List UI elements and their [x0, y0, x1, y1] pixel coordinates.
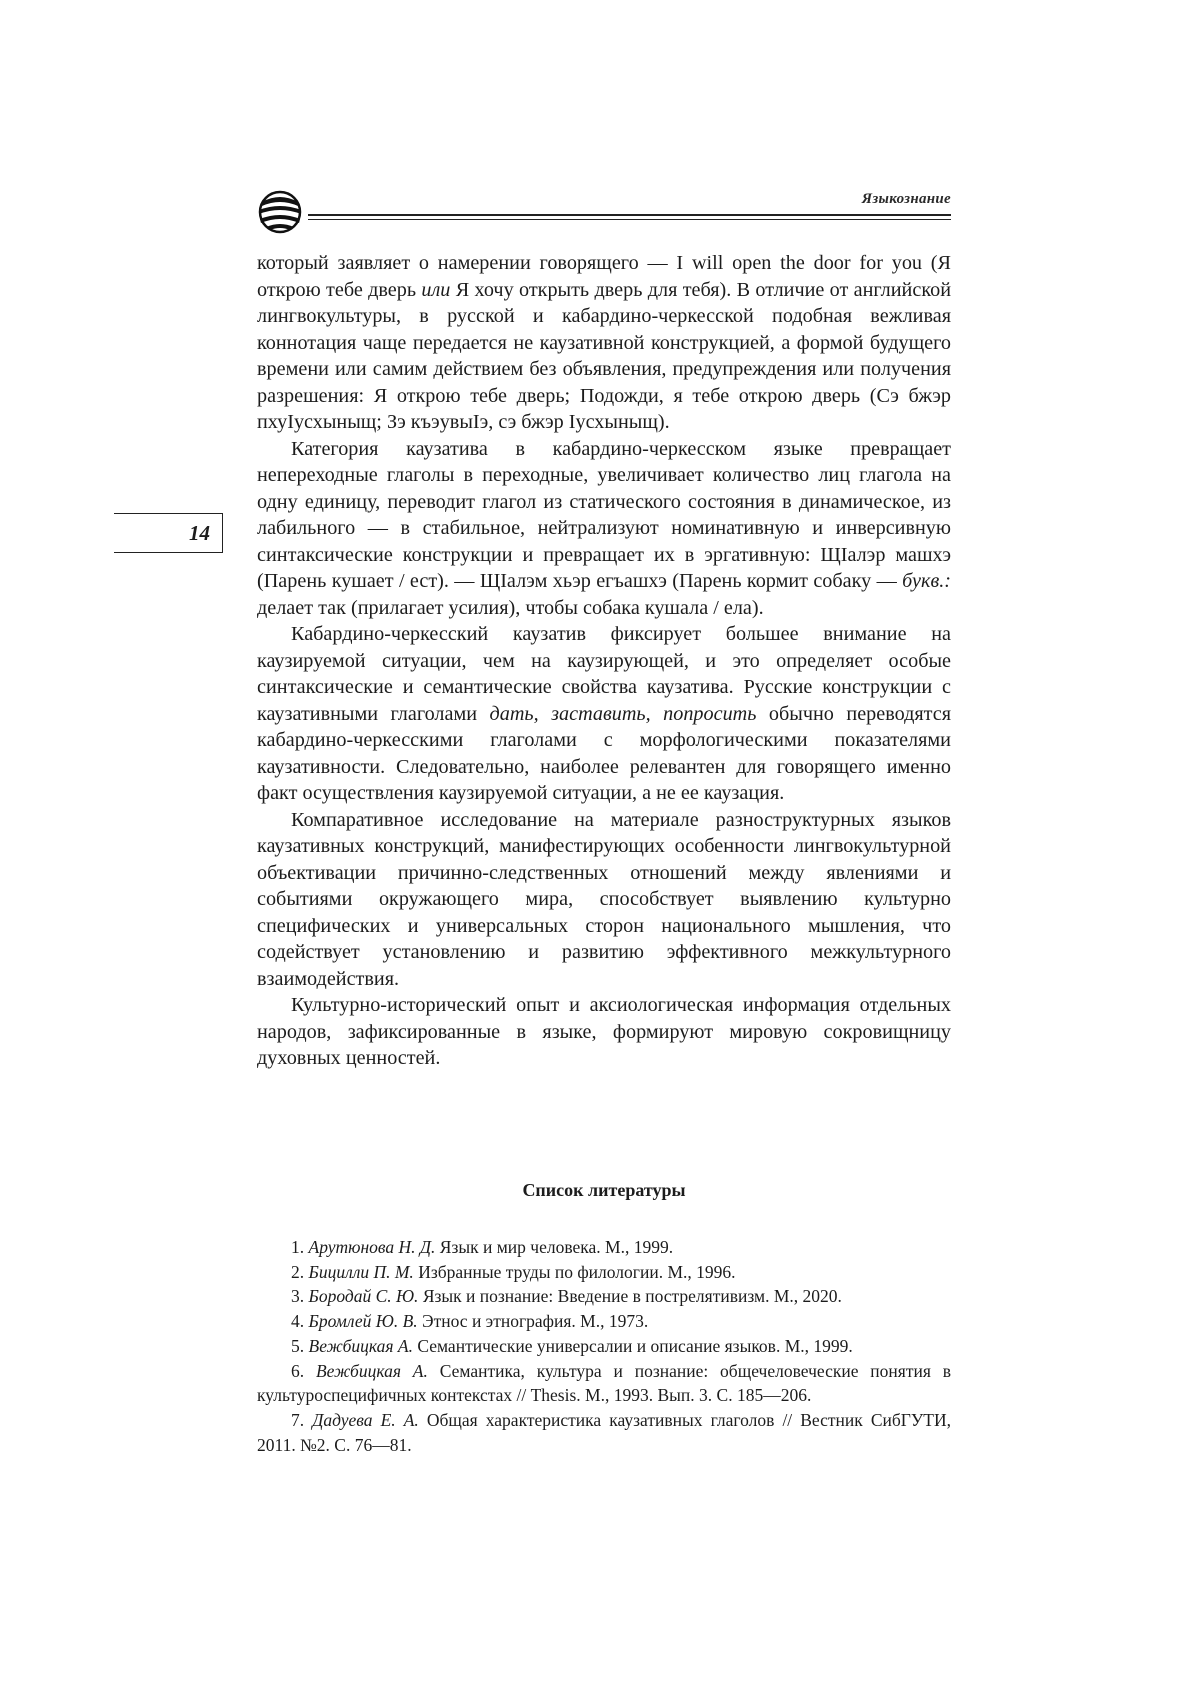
- body-paragraph: [257, 621, 951, 807]
- text-run: 1.: [291, 1237, 309, 1257]
- body-paragraph: [257, 250, 951, 436]
- text-run: делает так (прилагает усилия), чтобы собака кушала / ела).: [257, 596, 764, 619]
- body-paragraph: [257, 807, 951, 993]
- running-header: [256, 188, 951, 236]
- text-run: Кабардино-черкесский каузатив фиксирует большее внимание на каузируемой ситуации, чем на каузирующей, и это определяет особые синтаксические и семантические свойства каузатива. Русские конструкции с каузативными глаголами: [257, 623, 951, 725]
- article-body: [257, 250, 951, 1072]
- header-rule-thin: [308, 219, 951, 220]
- body-paragraph: [257, 992, 951, 1072]
- reference-item: [257, 1260, 951, 1285]
- header-rule-thick: [308, 214, 951, 216]
- text-run: 3.: [291, 1286, 309, 1307]
- italic-text: Дадуева Е. А.: [312, 1409, 419, 1430]
- reference-item: [257, 1359, 951, 1408]
- text-run: 7.: [291, 1409, 313, 1430]
- reference-item: [257, 1334, 951, 1359]
- section-title: Языкознание: [861, 191, 951, 207]
- text-run: 2.: [291, 1261, 309, 1282]
- text-run: 5.: [291, 1335, 309, 1356]
- text-run: Семантика, культура и познание: общечеловеческие понятия в культуроспецифичных контекстах // Thesis. М., 1993. Вып. 3. С. 185—206.: [257, 1360, 951, 1406]
- text-run: Общая характеристика каузативных глаголов // Вестник СибГУТИ, 2011. №2. С. 76—81.: [257, 1409, 952, 1455]
- text-run: обычно переводятся кабардино-черкесскими глаголами с морфологическими показателями каузативности. Следовательно, наиболее релевантен для говорящего именно факт осуществления каузируемой ситуации, а не ее каузация.: [257, 702, 951, 804]
- italic-text: Бромлей Ю. В.: [308, 1311, 418, 1332]
- reference-item: [257, 1235, 951, 1260]
- reference-item: [257, 1408, 951, 1457]
- reference-item: [257, 1309, 951, 1334]
- text-run: 4.: [291, 1311, 309, 1332]
- italic-text: Вежбицкая А.: [308, 1335, 413, 1356]
- text-run: Категория каузатива в кабардино-черкесском языке превращает непереходные глаголы в переходные, увеличивает количество лиц глагола на одну единицу, переводит глагол из статического состояния в динамическое, из лабильного — в стабильное, нейтрализуют номинативную и инверсивную синтаксические конструкции и превращает их в эргативную: ЩIалэр машхэ (Парень кушает / ест). — ЩIалэм хьэр егъашхэ (Парень кормит собаку —: [257, 437, 951, 592]
- italic-text: Бородай С. Ю.: [308, 1286, 419, 1307]
- text-run: Семантические универсалии и описание языков. М., 1999.: [412, 1335, 853, 1356]
- text-run: который заявляет о намерении говорящего — I will open the door for you (Я открою тебе дверь: [257, 252, 951, 301]
- page-number: 14: [189, 521, 210, 545]
- references-list: [257, 1235, 951, 1457]
- text-run: 6.: [291, 1360, 316, 1381]
- text-run: Я хочу открыть дверь для тебя). В отличие от английской лингвокультуры, в русской и кабардино-черкесской подобная вежливая коннотация чаще передается не каузативной конструкцией, а формой будущего времени или самим действием без объявления, предупреждения или получения разрешения: Я открою тебе дверь; Подожди, я тебе открою дверь (Сэ бжэр пхуIусхыныщ; Зэ къэувыIэ, сэ бжэр Iусхыныщ).: [257, 278, 952, 433]
- text-run: Язык и мир человека. М., 1999.: [435, 1237, 674, 1257]
- italic-text: букв.:: [902, 570, 951, 592]
- text-run: Язык и познание: Введение в пострелятивизм. М., 2020.: [418, 1286, 842, 1307]
- text-run: Компаративное исследование на материале разноструктурных языков каузативных конструкций, манифестирующих особенности лингвокультурной объективации причинно-следственных отношений между явлениями и событиями окружающего мира, способствует выявлению культурно специфических и универсальных сторон национального мышления, что содействует установлению и развитию эффективного межкультурного взаимодействия.: [257, 808, 951, 990]
- page-number-box: [114, 513, 223, 553]
- italic-text: Бицилли П. М.: [308, 1261, 414, 1282]
- italic-text: или: [421, 278, 451, 301]
- text-run: Избранные труды по филологии. М., 1996.: [413, 1261, 736, 1282]
- text-run: Культурно-исторический опыт и аксиологическая информация отдельных народов, зафиксированные в языке, формируют мировую сокровищницу духовных ценностей.: [257, 994, 951, 1069]
- italic-text: дать, заставить, попросить: [489, 702, 757, 725]
- text-run: Этнос и этнография. М., 1973.: [417, 1311, 649, 1332]
- italic-text: Арутюнова Н. Д.: [308, 1237, 436, 1257]
- body-paragraph: [257, 436, 951, 622]
- references-heading: Список литературы: [522, 1180, 686, 1200]
- reference-item: [257, 1284, 951, 1309]
- italic-text: Вежбицкая А.: [315, 1360, 428, 1381]
- journal-logo-icon: [256, 190, 304, 234]
